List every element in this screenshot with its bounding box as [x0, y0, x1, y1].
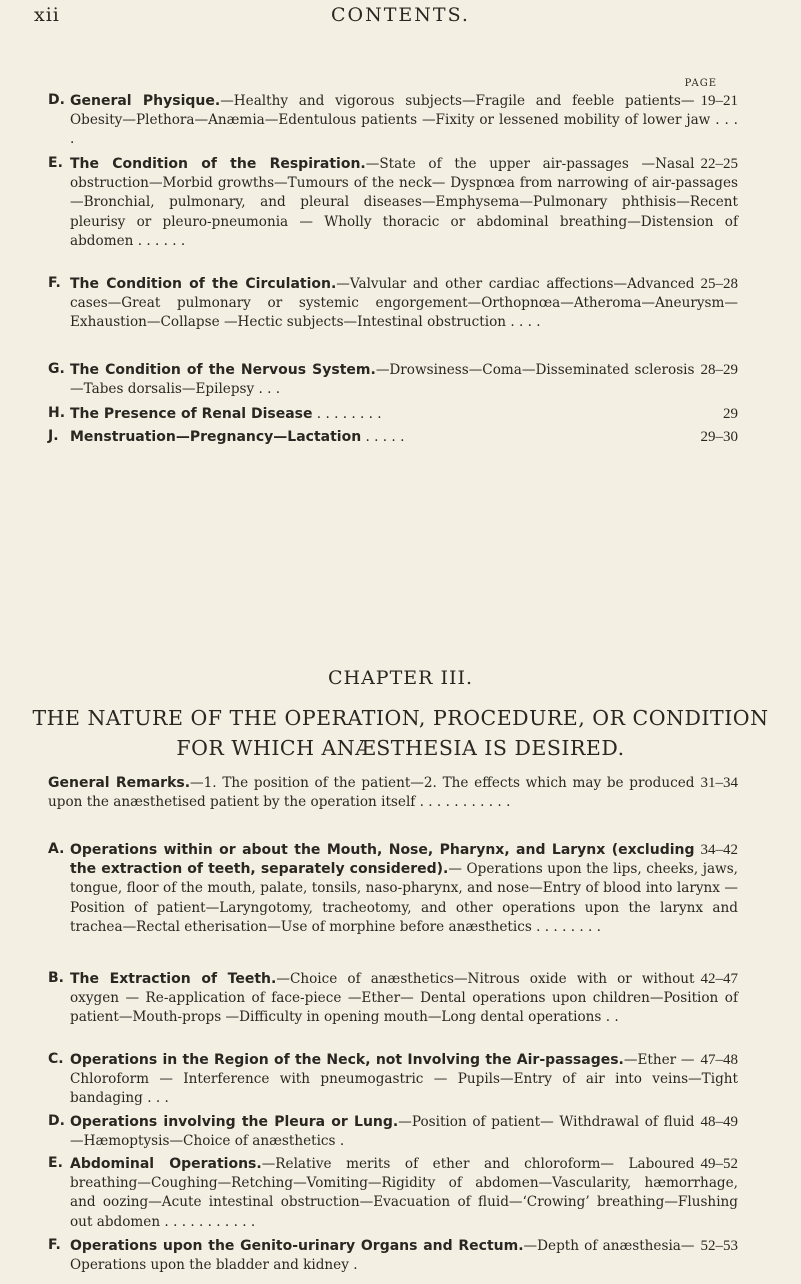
- chapter-title: THE NATURE OF THE OPERATION, PROCEDURE, OR CONDITION FOR WHICH ANÆSTHESIA IS DESIRED.: [32, 706, 769, 760]
- toc-entry: [48, 155, 738, 251]
- entry-letter: D.: [48, 1113, 65, 1129]
- entry-heading: Operations upon the Genito-urinary Organs and Rectum.: [70, 1238, 524, 1254]
- entry-text: —Healthy and vigorous subjects—Fragile and feeble patients—Obesity—Plethora—Anæmia—Edentulous patients —Fixity or lessened mobility of lower jaw . . . .: [70, 93, 738, 148]
- entry-letter: E.: [48, 155, 63, 171]
- entry-pages: 29: [723, 406, 738, 422]
- running-title: CONTENTS.: [331, 4, 470, 26]
- entry-heading: Menstruation—Pregnancy—Lactation: [70, 429, 362, 445]
- toc-entry: [48, 1155, 738, 1232]
- entry-pages: 31–34: [700, 775, 738, 791]
- entry-pages: 52–53: [700, 1238, 738, 1254]
- entry-heading: General Physique.: [70, 93, 221, 109]
- page-column-label: PAGE: [684, 78, 717, 89]
- toc-entry: [48, 92, 738, 150]
- entry-letter: F.: [48, 275, 61, 291]
- entry-text: —Position of patient— Withdrawal of fluid—Hæmoptysis—Choice of anæsthetics .: [70, 1114, 695, 1150]
- entry-letter: E.: [48, 1155, 63, 1171]
- entry-pages: 19–21: [700, 93, 738, 109]
- entry-heading: The Condition of the Nervous System.: [70, 362, 376, 378]
- entry-heading: Operations in the Region of the Neck, not Involving the Air-passages.: [70, 1052, 624, 1068]
- entry-letter: H.: [48, 405, 66, 421]
- entry-pages: 49–52: [700, 1156, 738, 1172]
- entry-text: —Depth of anæsthesia—Operations upon the bladder and kidney .: [70, 1238, 695, 1274]
- entry-heading: The Presence of Renal Disease: [70, 406, 313, 422]
- entry-pages: 48–49: [700, 1114, 738, 1130]
- entry-text: —Valvular and other cardiac affections—Advanced cases—Great pulmonary or systemic engorgement—Orthopnœa—Atheroma—Aneurysm—Exhaustion—Collapse —Hectic subjects—Intestinal obstruction . . . .: [70, 276, 738, 331]
- toc-entry: [48, 970, 738, 1028]
- entry-heading: The Condition of the Respiration.: [70, 156, 366, 172]
- entry-text: —Relative merits of ether and chloroform— Laboured breathing—Coughing—Retching—Vomiting—Rigidity of abdomen—Vascularity, hæmorrhage, and oozing—Acute intestinal obstruction—Evacuation of fluid—‘Crowing’ breathing—Flushing out abdomen . . . . . . . . . . .: [70, 1156, 738, 1230]
- running-head: [0, 4, 801, 32]
- entry-text: — Operations upon the lips, cheeks, jaws, tongue, floor of the mouth, palate, tonsils, naso-pharynx, and nose—Entry of blood into larynx —Position of patient—Laryngotomy, tracheotomy, and other operations upon the larynx and trachea—Rectal etherisation—Use of morphine before anæsthetics . . . . . . . .: [70, 861, 738, 935]
- entry-pages: 22–25: [700, 156, 738, 172]
- toc-entry: [48, 275, 738, 333]
- entry-text: —State of the upper air-passages —Nasal obstruction—Morbid growths—Tumours of the neck— Dyspnœa from narrowing of air-passages—Bronchial, pulmonary, and pleural diseases—Emphysema—Pulmonary phthisis—Recent pleurisy or pleuro-pneumonia — Wholly thoracic or abdominal breathing—Distension of abdomen . . . . . .: [70, 156, 738, 249]
- entry-text: . . . . .: [361, 429, 405, 445]
- toc-entry: [48, 1237, 738, 1275]
- entry-pages: 28–29: [700, 362, 738, 378]
- entry-letter: J.: [48, 428, 59, 444]
- toc-entry: [48, 361, 738, 399]
- entry-letter: C.: [48, 1051, 64, 1067]
- entry-text: . . . . . . . .: [312, 406, 382, 422]
- entry-pages: 29–30: [700, 429, 738, 445]
- toc-entry: [48, 841, 738, 937]
- entry-text: —1. The position of the patient—2. The effects which may be produced upon the anæsthetised patient by the operation itself . . . . . . . . . . .: [48, 775, 695, 811]
- toc-entry: [48, 1051, 738, 1109]
- entry-letter: D.: [48, 92, 65, 108]
- toc-entry: [48, 774, 738, 812]
- entry-pages: 25–28: [700, 276, 738, 292]
- entry-heading: The Extraction of Teeth.: [70, 971, 277, 987]
- page-number: xii: [34, 4, 60, 26]
- entry-heading: Abdominal Operations.: [70, 1156, 262, 1172]
- entry-heading: General Remarks.: [48, 775, 191, 791]
- chapter-number: CHAPTER III.: [327, 667, 474, 689]
- toc-entry: [48, 428, 738, 447]
- entry-letter: F.: [48, 1237, 61, 1253]
- entry-letter: B.: [48, 970, 64, 986]
- entry-letter: G.: [48, 361, 65, 377]
- entry-text: —Ether — Chloroform — Interference with pneumogastric — Pupils—Entry of air into veins—Tight bandaging . . .: [70, 1052, 738, 1107]
- toc-entry: [48, 405, 738, 424]
- toc-entry: [48, 1113, 738, 1151]
- entry-heading: Operations involving the Pleura or Lung.: [70, 1114, 399, 1130]
- entry-pages: 34–42: [700, 842, 738, 858]
- entry-pages: 47–48: [700, 1052, 738, 1068]
- entry-pages: 42–47: [700, 971, 738, 987]
- entry-heading: Operations within or about the Mouth, Nose, Pharynx, and Larynx (excluding the extraction of teeth, separately considered).: [70, 842, 695, 878]
- entry-text: —Choice of anæsthetics—Nitrous oxide with or without oxygen — Re-application of face-piece —Ether— Dental operations upon children—Position of patient—Mouth-props —Difficulty in opening mouth—Long dental operations . .: [70, 971, 738, 1026]
- entry-heading: The Condition of the Circulation.: [70, 276, 337, 292]
- entry-text: —Drowsiness—Coma—Disseminated sclerosis—Tabes dorsalis—Epilepsy . . .: [70, 362, 695, 398]
- entry-letter: A.: [48, 841, 65, 857]
